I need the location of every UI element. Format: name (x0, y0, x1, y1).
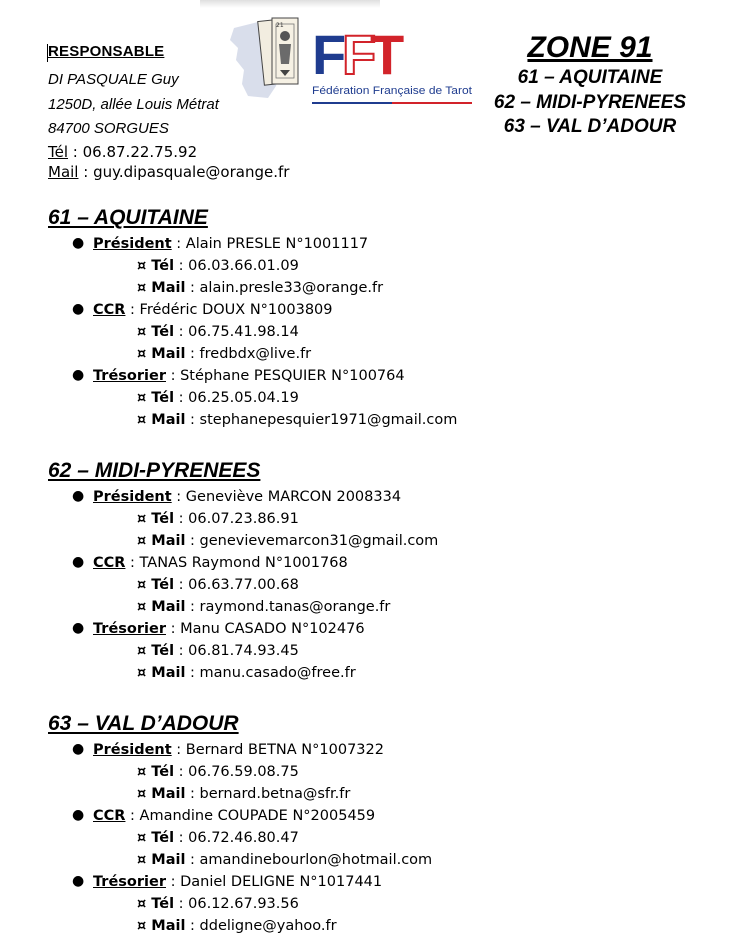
top-shadow (200, 0, 380, 8)
member-person: : Manu CASADO N°102476 (165, 621, 365, 637)
member-tel (137, 894, 299, 914)
mail-label: ¤ Mail (137, 786, 186, 802)
member-mail-value[interactable]: : ddeligne@yahoo.fr (185, 918, 337, 934)
member-person: : Frédéric DOUX N°1003809 (125, 302, 333, 318)
mail-label: ¤ Mail (137, 852, 186, 868)
member-mail-value[interactable]: : amandinebourlon@hotmail.com (185, 852, 433, 868)
member-person: : Daniel DELIGNE N°1017441 (165, 874, 383, 890)
member-tel-value[interactable]: : 06.03.66.01.09 (174, 258, 299, 274)
member-mail-value[interactable]: : fredbdx@live.fr (185, 346, 312, 362)
responsable-mail-value[interactable]: guy.dipasquale@orange.fr (93, 162, 290, 181)
member-mail-value[interactable]: : raymond.tanas@orange.fr (185, 599, 391, 615)
member-tel (137, 509, 299, 529)
member-head (93, 487, 401, 507)
bullet-icon: ● (72, 235, 85, 251)
tel-label: Tél (48, 142, 69, 161)
svg-text:F: F (342, 23, 377, 86)
member-role: CCR (93, 555, 126, 571)
mail-label: ¤ Mail (137, 918, 186, 934)
member-tel-value[interactable]: : 06.25.05.04.19 (174, 390, 299, 406)
member-tel-value[interactable]: : 06.12.67.93.56 (174, 896, 299, 912)
member-tel (137, 641, 299, 661)
member-head (93, 300, 333, 320)
section-title: 63 – VAL D’ADOUR (48, 712, 239, 735)
tel-label: ¤ Tél (137, 896, 175, 912)
member-head (93, 619, 365, 639)
bullet-icon: ● (72, 554, 85, 570)
member-mail-value[interactable]: : manu.casado@free.fr (185, 665, 356, 681)
bullet-icon: ● (72, 488, 85, 504)
member-mail-value[interactable]: : genevievemarcon31@gmail.com (185, 533, 439, 549)
responsable-address2: 84700 SORGUES (48, 120, 169, 137)
svg-text:21: 21 (276, 22, 284, 29)
member-mail (137, 663, 356, 683)
member-person: : TANAS Raymond N°1001768 (125, 555, 348, 571)
responsable-title: RESPONSABLE (48, 43, 165, 60)
tel-label: ¤ Tél (137, 324, 175, 340)
member-tel (137, 388, 299, 408)
mail-label: ¤ Mail (137, 599, 186, 615)
member-mail (137, 410, 457, 430)
member-tel-value[interactable]: : 06.63.77.00.68 (174, 577, 299, 593)
section-title: 61 – AQUITAINE (48, 206, 208, 229)
member-role: Président (93, 236, 172, 252)
tel-label: ¤ Tél (137, 390, 175, 406)
member-head (93, 806, 375, 826)
member-mail (137, 784, 350, 804)
member-mail (137, 597, 390, 617)
member-tel (137, 828, 299, 848)
bullet-icon: ● (72, 367, 85, 383)
member-mail-value[interactable]: : stephanepesquier1971@gmail.com (185, 412, 458, 428)
member-mail-value[interactable]: : alain.presle33@orange.fr (185, 280, 384, 296)
mail-label: ¤ Mail (137, 533, 186, 549)
zone-header (468, 30, 712, 140)
member-tel-value[interactable]: : 06.72.46.80.47 (174, 830, 299, 846)
tel-label: ¤ Tél (137, 830, 175, 846)
member-head (93, 740, 384, 760)
tel-label: ¤ Tél (137, 258, 175, 274)
member-tel (137, 256, 299, 276)
member-head (93, 872, 382, 892)
mail-label: ¤ Mail (137, 412, 186, 428)
member-tel-value[interactable]: : 06.81.74.93.45 (174, 643, 299, 659)
responsable-tel-value[interactable]: 06.87.22.75.92 (82, 142, 198, 161)
responsable-mail: Mail : guy.dipasquale@orange.fr (48, 162, 290, 181)
tel-label: ¤ Tél (137, 511, 175, 527)
member-mail (137, 278, 383, 298)
member-head (93, 553, 348, 573)
member-person: : Bernard BETNA N°1007322 (171, 742, 384, 758)
logo-caption: Fédération Française de Tarot (312, 85, 472, 97)
member-role: Président (93, 742, 172, 758)
tel-label: ¤ Tél (137, 764, 175, 780)
member-tel (137, 322, 299, 342)
bullet-icon: ● (72, 620, 85, 636)
mail-label: ¤ Mail (137, 280, 186, 296)
member-person: : Amandine COUPADE N°2005459 (125, 808, 376, 824)
zone-title: ZONE 91 (527, 31, 653, 64)
zone-line-62: 62 – MIDI-PYRENEES (493, 91, 687, 113)
member-tel-value[interactable]: : 06.76.59.08.75 (174, 764, 299, 780)
member-mail (137, 916, 337, 936)
tel-label: ¤ Tél (137, 643, 175, 659)
member-person: : Stéphane PESQUIER N°100764 (165, 368, 405, 384)
svg-text:T: T (370, 23, 405, 86)
member-head (93, 366, 405, 386)
member-tel (137, 575, 299, 595)
zone-line-61: 61 – AQUITAINE (517, 67, 663, 88)
mail-label: Mail (48, 162, 79, 181)
member-role: Trésorier (93, 874, 166, 890)
bullet-icon: ● (72, 873, 85, 889)
bullet-icon: ● (72, 301, 85, 317)
member-mail (137, 531, 438, 551)
member-person: : Geneviève MARCON 2008334 (171, 489, 402, 505)
member-tel (137, 762, 299, 782)
member-tel-value[interactable]: : 06.07.23.86.91 (174, 511, 299, 527)
mail-label: ¤ Mail (137, 346, 186, 362)
tel-label: ¤ Tél (137, 577, 175, 593)
member-person: : Alain PRESLE N°1001117 (171, 236, 369, 252)
member-mail (137, 850, 432, 870)
section-title: 62 – MIDI-PYRENEES (48, 459, 261, 482)
fft-logo-graphic (228, 14, 473, 110)
zone-line-63: 63 – VAL D’ADOUR (503, 116, 677, 137)
fft-logo (228, 14, 473, 110)
responsable-name: DI PASQUALE Guy (48, 71, 179, 88)
member-role: Président (93, 489, 172, 505)
member-mail (137, 344, 311, 364)
mail-label: ¤ Mail (137, 665, 186, 681)
member-role: Trésorier (93, 368, 166, 384)
member-role: Trésorier (93, 621, 166, 637)
member-head (93, 234, 368, 254)
svg-text:F: F (312, 23, 347, 86)
member-tel-value[interactable]: : 06.75.41.98.14 (174, 324, 299, 340)
member-mail-value[interactable]: : bernard.betna@sfr.fr (185, 786, 351, 802)
bullet-icon: ● (72, 807, 85, 823)
responsable-address1: 1250D, allée Louis Métrat (48, 95, 219, 113)
tarot-cards-icon (258, 18, 298, 85)
member-role: CCR (93, 302, 126, 318)
member-role: CCR (93, 808, 126, 824)
responsable-tel: Tél : 06.87.22.75.92 (48, 142, 198, 161)
bullet-icon: ● (72, 741, 85, 757)
